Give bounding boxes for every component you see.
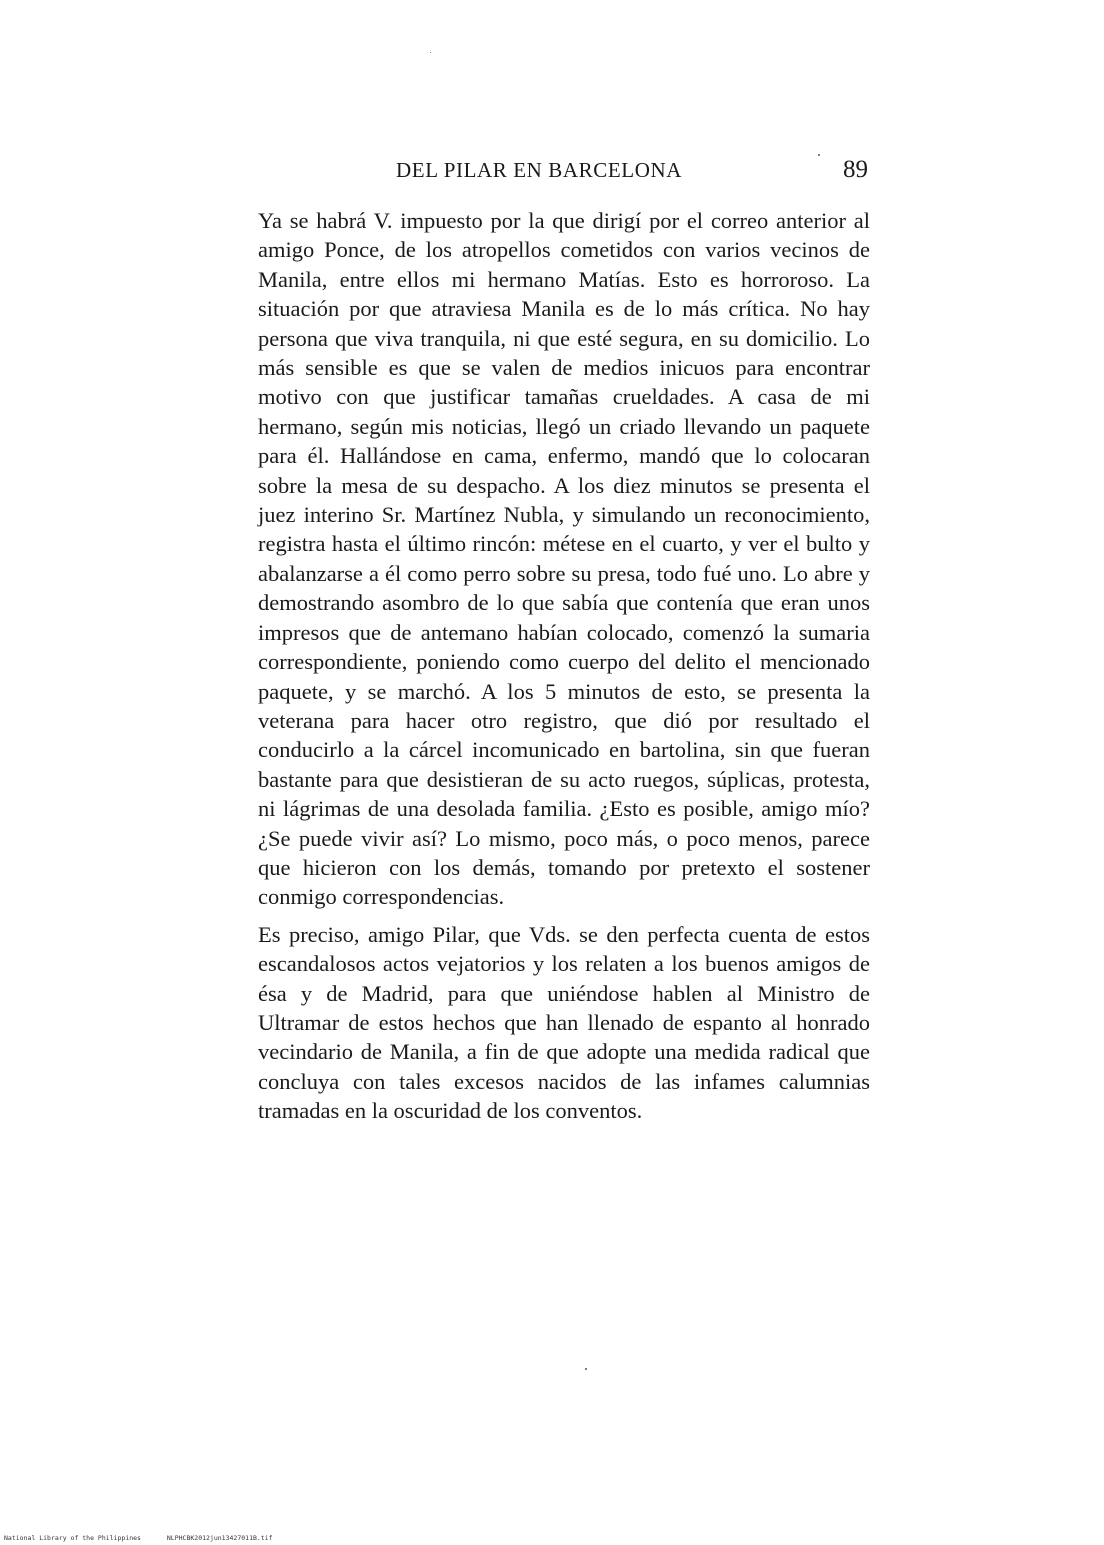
- scan-speck: [818, 154, 820, 156]
- paragraph-text: Es preciso, amigo Pilar, que Vds. se den perfecta cuenta de estos escandalosos actos vejatorios y los relaten a los buenos amigos de ésa y de Madrid, para que uniéndose hablen al Ministro de Ultramar de estos hechos que han llenado de espanto al honrado vecindario de Manila, a fin de que adopte una medida radical que concluya con tales excesos nacidos de las infames calumnias tramadas en la oscuridad de los conventos.: [258, 921, 870, 1124]
- paragraph: [258, 206, 870, 912]
- library-name: National Library of the Philippines: [4, 1534, 141, 1542]
- running-title: DEL PILAR EN BARCELONA: [396, 158, 682, 182]
- page-number: 89: [843, 156, 868, 183]
- paragraph: [258, 920, 870, 1126]
- scan-speck: [585, 1368, 587, 1370]
- scan-speck: [430, 52, 431, 53]
- file-id: NLPHCBK2012jun13427011B.tif: [166, 1534, 273, 1542]
- paragraph-text: Ya se habrá V. impuesto por la que dirigí por el correo anterior al amigo Ponce, de los atropellos cometidos con varios vecinos de Manila, entre ellos mi hermano Matías. Esto es horroroso. La situación por que atraviesa Manila es de lo más crítica. No hay persona que viva tranquila, ni que esté segura, en su domicilio. Lo más sensible es que se valen de medios inicuos para encontrar motivo con que justificar tamañas crueldades. A casa de mi hermano, según mis noticias, llegó un criado llevando un paquete para él. Hallándose en cama, enfermo, mandó que lo colocaran sobre la mesa de su despacho. A los diez minutos se presenta el juez interino Sr. Martínez Nubla, y simulando un reconocimiento, registra hasta el último rincón: métese en el cuarto, y ver el bulto y abalanzarse a él como perro sobre su presa, todo fué uno. Lo abre y demostrando asombro de lo que sabía que contenía que eran unos impresos que de antemano habían colocado, comenzó la sumaria correspondiente, poniendo como cuerpo del delito el mencionado paquete, y se marchó. A los 5 minutos de esto, se presenta la veterana para hacer otro registro, que dió por resultado el conducirlo a la cárcel incomunicado en bartolina, sin que fueran bastante para que desistieran de su acto ruegos, súplicas, protesta, ni lágrimas de una desolada familia. ¿Esto es posible, amigo mío? ¿Se puede vivir así? Lo mismo, poco más, o poco menos, parece que hicieron con los demás, tomando por pretexto el sostener conmigo correspondencias.: [258, 208, 870, 910]
- scan-footer: [4, 1534, 273, 1542]
- body-text: [258, 206, 870, 1126]
